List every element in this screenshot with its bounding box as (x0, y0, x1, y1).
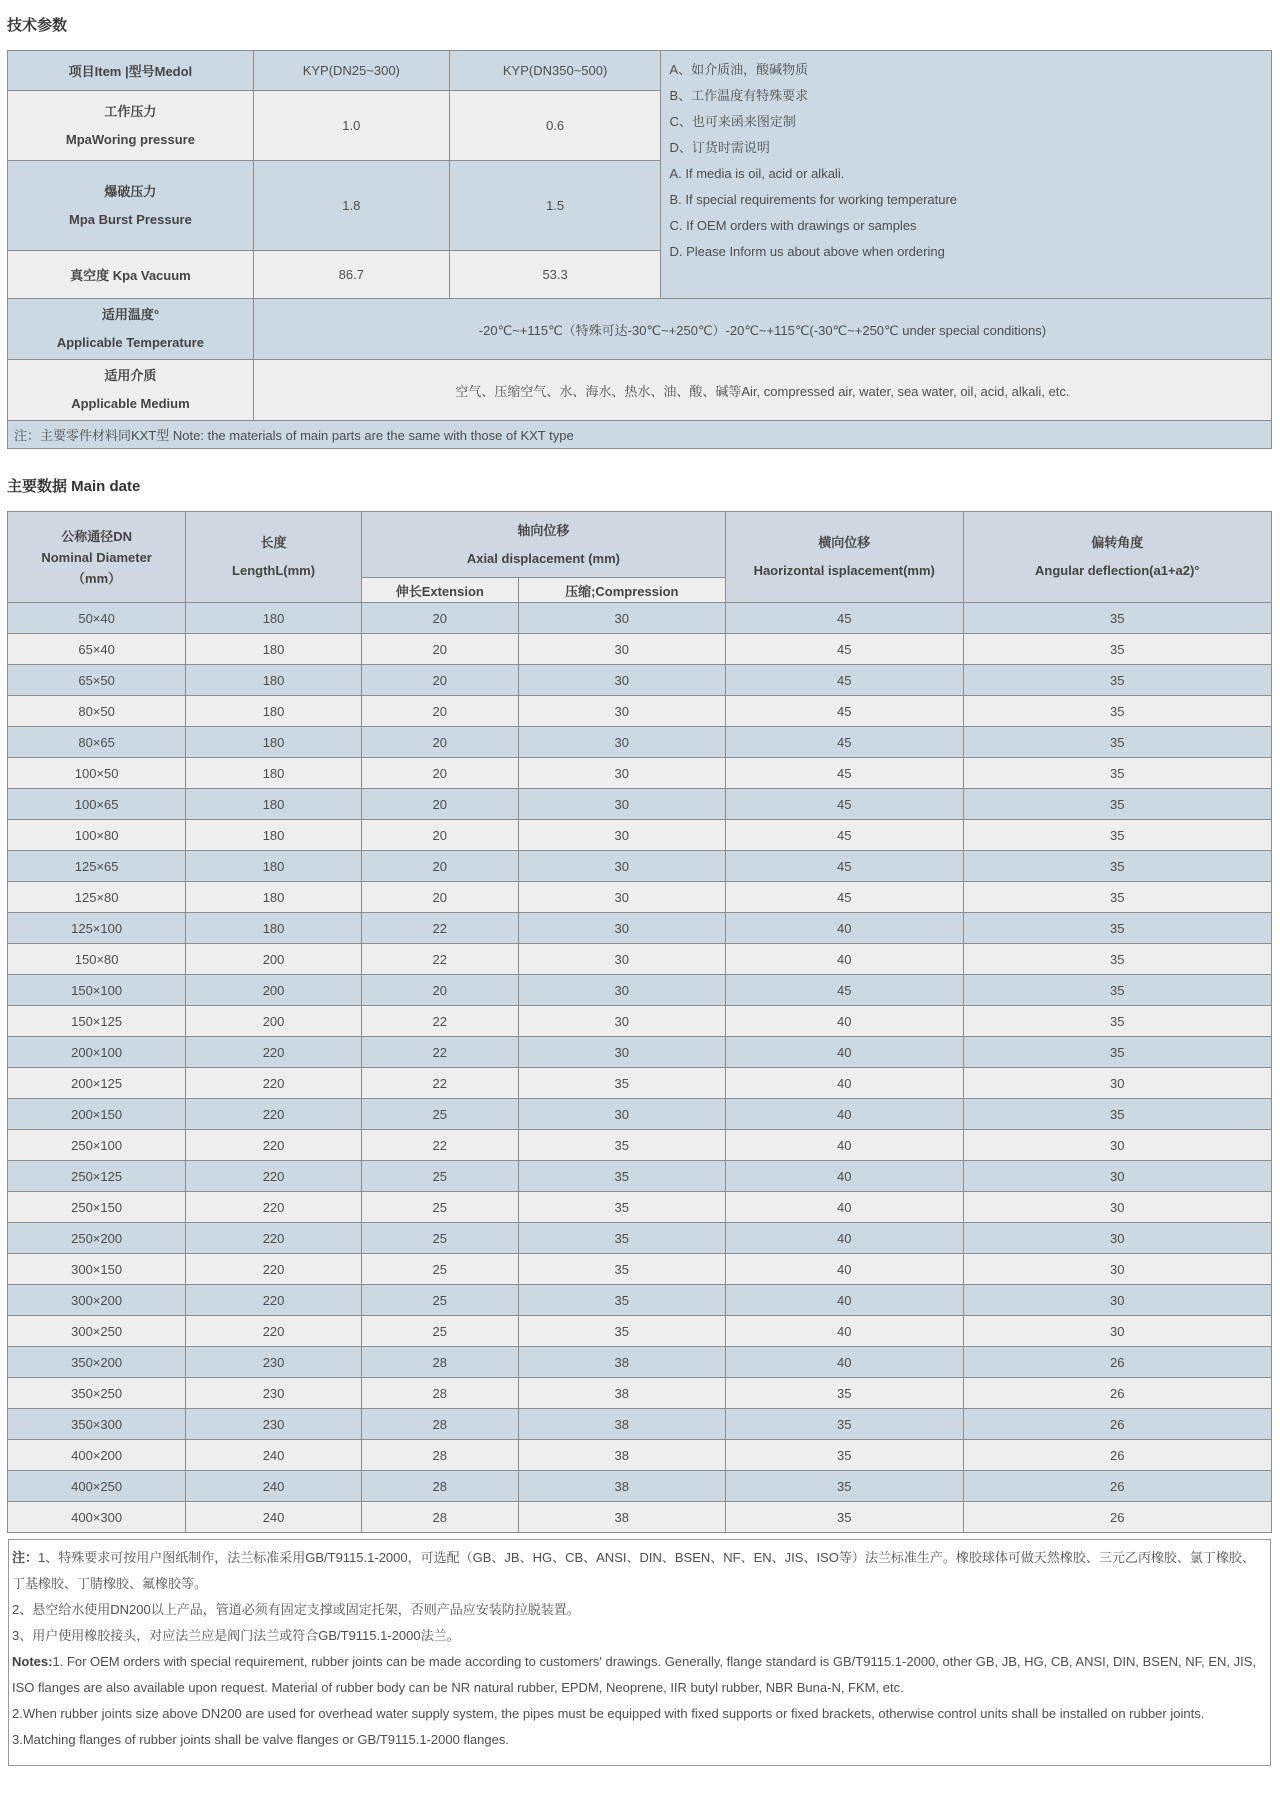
header-nominal-diameter-unit: （mm） (72, 570, 122, 586)
burst-pressure-value-1: 1.8 (253, 161, 449, 251)
table-row (8, 1440, 1272, 1471)
table-cell: 20 (361, 603, 518, 634)
table-cell: 38 (518, 1347, 725, 1378)
table-cell: 220 (186, 1130, 362, 1161)
table-cell: 30 (963, 1285, 1271, 1316)
table-cell: 45 (725, 634, 963, 665)
header-length (186, 512, 362, 603)
table-cell: 40 (725, 1316, 963, 1347)
header-angular-deflection (963, 512, 1271, 603)
table-cell: 35 (518, 1285, 725, 1316)
table-cell: 125×65 (8, 851, 186, 882)
table-cell: 30 (963, 1161, 1271, 1192)
header-nominal-diameter-cn: 公称通径DN (61, 528, 132, 544)
table-cell: 180 (186, 665, 362, 696)
table-cell: 28 (361, 1502, 518, 1533)
table-cell: 35 (518, 1192, 725, 1223)
table-cell: 35 (963, 944, 1271, 975)
table-cell: 25 (361, 1192, 518, 1223)
main-header-row-1 (8, 512, 1272, 578)
table-cell: 28 (361, 1378, 518, 1409)
table-cell: 38 (518, 1378, 725, 1409)
table-cell: 38 (518, 1502, 725, 1533)
table-cell: 30 (963, 1223, 1271, 1254)
table-cell: 300×250 (8, 1316, 186, 1347)
header-compression: 压缩;Compression (518, 578, 725, 603)
table-cell: 240 (186, 1471, 362, 1502)
table-cell: 200×125 (8, 1068, 186, 1099)
table-cell: 30 (518, 758, 725, 789)
table-row (8, 1161, 1272, 1192)
table-cell: 150×125 (8, 1006, 186, 1037)
bottom-notes-cn-lead: 注： (12, 1550, 39, 1565)
table-cell: 25 (361, 1223, 518, 1254)
table-cell: 35 (518, 1161, 725, 1192)
table-cell: 180 (186, 727, 362, 758)
table-cell: 250×200 (8, 1223, 186, 1254)
table-cell: 25 (361, 1254, 518, 1285)
table-cell: 22 (361, 913, 518, 944)
table-cell: 22 (361, 1130, 518, 1161)
table-cell: 22 (361, 1037, 518, 1068)
side-note-line: A、如介质油，酸碱物质 (669, 62, 809, 77)
table-cell: 40 (725, 913, 963, 944)
table-cell: 180 (186, 634, 362, 665)
tech-header-model-1: KYP(DN25~300) (253, 51, 449, 91)
table-cell: 240 (186, 1502, 362, 1533)
main-table-body (8, 603, 1272, 1533)
table-cell: 100×65 (8, 789, 186, 820)
table-cell: 350×300 (8, 1409, 186, 1440)
table-cell: 35 (963, 975, 1271, 1006)
burst-pressure-label (8, 161, 254, 251)
page-content (0, 14, 1280, 1766)
table-row (8, 1130, 1272, 1161)
working-pressure-label-en: MpaWoring pressure (65, 131, 195, 147)
table-cell: 35 (963, 913, 1271, 944)
table-cell: 30 (518, 975, 725, 1006)
table-cell: 35 (963, 603, 1271, 634)
table-cell: 220 (186, 1254, 362, 1285)
table-row (8, 1006, 1272, 1037)
table-cell: 45 (725, 665, 963, 696)
table-cell: 400×250 (8, 1471, 186, 1502)
table-cell: 22 (361, 944, 518, 975)
table-cell: 35 (518, 1254, 725, 1285)
table-cell: 45 (725, 727, 963, 758)
table-row (8, 789, 1272, 820)
tech-header-item: 项目Item |型号Medol (8, 51, 254, 91)
table-cell: 40 (725, 1037, 963, 1068)
table-cell: 38 (518, 1471, 725, 1502)
table-cell: 200×150 (8, 1099, 186, 1130)
header-axial-displacement-cn: 轴向位移 (517, 522, 570, 538)
table-cell: 30 (963, 1192, 1271, 1223)
header-angular-deflection-en: Angular deflection(a1+a2)° (1035, 563, 1200, 578)
table-cell: 26 (963, 1409, 1271, 1440)
header-nominal-diameter (8, 512, 186, 603)
tech-header-row (8, 51, 1272, 91)
section-title-tech-params: 技术参数 (7, 17, 68, 34)
table-cell: 30 (518, 665, 725, 696)
table-row (8, 1502, 1272, 1533)
table-cell: 300×200 (8, 1285, 186, 1316)
table-cell: 250×125 (8, 1161, 186, 1192)
table-cell: 30 (518, 1099, 725, 1130)
table-cell: 20 (361, 665, 518, 696)
working-pressure-label (8, 91, 254, 161)
table-cell: 22 (361, 1068, 518, 1099)
table-cell: 20 (361, 851, 518, 882)
table-row (8, 727, 1272, 758)
table-cell: 26 (963, 1502, 1271, 1533)
section-title-main-data: 主要数据 Main date (7, 478, 141, 495)
table-cell: 400×300 (8, 1502, 186, 1533)
table-cell: 35 (963, 851, 1271, 882)
table-cell: 30 (963, 1254, 1271, 1285)
table-cell: 200 (186, 1006, 362, 1037)
tech-params-table (7, 50, 1272, 449)
table-cell: 45 (725, 696, 963, 727)
table-row (8, 975, 1272, 1006)
table-cell: 26 (963, 1471, 1271, 1502)
bottom-note-line-en: 3.Matching flanges of rubber joints shall be valve flanges or GB/T9115.1-2000 flanges. (12, 1732, 509, 1747)
table-cell: 26 (963, 1347, 1271, 1378)
table-cell: 20 (361, 789, 518, 820)
table-cell: 35 (518, 1316, 725, 1347)
header-horizontal-displacement (725, 512, 963, 603)
table-cell: 240 (186, 1440, 362, 1471)
table-cell: 150×80 (8, 944, 186, 975)
table-cell: 150×100 (8, 975, 186, 1006)
table-cell: 40 (725, 1254, 963, 1285)
burst-pressure-label-en: Mpa Burst Pressure (69, 211, 192, 227)
bottom-note-line-cn: 2、悬空给水使用DN200以上产品，管道必须有固定支撑或固定托架，否则产品应安装防拉脱装置。 (12, 1602, 580, 1617)
temperature-label-en: Applicable Temperature (56, 335, 204, 350)
table-cell: 20 (361, 882, 518, 913)
table-cell: 26 (963, 1378, 1271, 1409)
table-cell: 35 (963, 820, 1271, 851)
table-cell: 100×50 (8, 758, 186, 789)
table-cell: 35 (518, 1223, 725, 1254)
bottom-note-line-en: Notes:1. For OEM orders with special requirement, rubber joints can be made according to customers' drawings. Generally, flange standard is GB/T9115.1-2000, other GB, JB, HG, CB, ANSI, DIN, BSEN, NF, EN, JIS, ISO flanges are also available upon request. Material of rubber body can be NR natural rubber, EPDM, Neoprene, IIR butyl rubber, NBR Buna-N, FKM, etc. (12, 1654, 1257, 1695)
table-cell: 30 (518, 696, 725, 727)
table-row (8, 1099, 1272, 1130)
table-cell: 30 (518, 882, 725, 913)
temperature-value: -20℃~+115℃（特殊可达-30℃~+250℃）-20℃~+115℃(-30℃~+250℃ under special conditions) (253, 299, 1271, 360)
side-note-line: A. If media is oil, acid or alkali. (669, 166, 845, 181)
header-length-en: LengthL(mm) (232, 563, 316, 578)
table-cell: 180 (186, 851, 362, 882)
table-row (8, 1068, 1272, 1099)
table-cell: 45 (725, 820, 963, 851)
table-row (8, 758, 1272, 789)
table-cell: 100×80 (8, 820, 186, 851)
table-cell: 350×250 (8, 1378, 186, 1409)
table-cell: 200 (186, 944, 362, 975)
bottom-note-line-cn: 3、用户使用橡胶接头，对应法兰应是阀门法兰或符合GB/T9115.1-2000法兰。 (12, 1628, 460, 1643)
table-cell: 180 (186, 913, 362, 944)
table-cell: 220 (186, 1285, 362, 1316)
table-cell: 250×150 (8, 1192, 186, 1223)
table-cell: 230 (186, 1378, 362, 1409)
table-cell: 200 (186, 975, 362, 1006)
table-cell: 35 (963, 789, 1271, 820)
table-cell: 35 (963, 727, 1271, 758)
table-row (8, 634, 1272, 665)
table-cell: 20 (361, 696, 518, 727)
table-cell: 45 (725, 851, 963, 882)
table-cell: 80×65 (8, 727, 186, 758)
tech-footer-note: 注：主要零件材料同KXT型 Note: the materials of main parts are the same with those of KXT type (8, 421, 1272, 449)
table-cell: 250×100 (8, 1130, 186, 1161)
medium-label-en: Applicable Medium (71, 396, 190, 411)
table-row (8, 1471, 1272, 1502)
table-cell: 35 (725, 1440, 963, 1471)
table-cell: 180 (186, 758, 362, 789)
table-cell: 22 (361, 1006, 518, 1037)
table-cell: 35 (963, 1037, 1271, 1068)
table-cell: 25 (361, 1161, 518, 1192)
side-notes-cell (661, 51, 1272, 299)
table-cell: 125×100 (8, 913, 186, 944)
table-row (8, 696, 1272, 727)
table-cell: 30 (518, 603, 725, 634)
table-cell: 35 (963, 758, 1271, 789)
header-nominal-diameter-en: Nominal Diameter (41, 549, 152, 565)
table-cell: 35 (518, 1130, 725, 1161)
table-cell: 35 (963, 634, 1271, 665)
header-length-cn: 长度 (260, 535, 287, 550)
table-cell: 180 (186, 603, 362, 634)
table-cell: 25 (361, 1099, 518, 1130)
table-cell: 50×40 (8, 603, 186, 634)
table-cell: 35 (725, 1502, 963, 1533)
table-cell: 220 (186, 1037, 362, 1068)
vacuum-label: 真空度 Kpa Vacuum (8, 251, 254, 299)
table-cell: 30 (518, 634, 725, 665)
header-angular-deflection-cn: 偏转角度 (1091, 535, 1144, 550)
table-row (8, 944, 1272, 975)
table-cell: 40 (725, 1192, 963, 1223)
table-cell: 30 (963, 1068, 1271, 1099)
table-cell: 220 (186, 1192, 362, 1223)
table-cell: 230 (186, 1347, 362, 1378)
table-cell: 65×50 (8, 665, 186, 696)
table-cell: 25 (361, 1316, 518, 1347)
table-cell: 20 (361, 727, 518, 758)
table-cell: 35 (725, 1471, 963, 1502)
medium-label (8, 360, 254, 421)
table-cell: 40 (725, 944, 963, 975)
table-cell: 200×100 (8, 1037, 186, 1068)
vacuum-value-1: 86.7 (253, 251, 449, 299)
table-row (8, 1378, 1272, 1409)
table-cell: 40 (725, 1068, 963, 1099)
table-cell: 40 (725, 1285, 963, 1316)
table-row (8, 665, 1272, 696)
table-cell: 28 (361, 1440, 518, 1471)
table-cell: 30 (963, 1316, 1271, 1347)
table-cell: 125×80 (8, 882, 186, 913)
table-cell: 400×200 (8, 1440, 186, 1471)
table-cell: 35 (963, 882, 1271, 913)
table-cell: 30 (518, 1037, 725, 1068)
table-cell: 180 (186, 882, 362, 913)
table-cell: 40 (725, 1130, 963, 1161)
table-cell: 230 (186, 1409, 362, 1440)
table-cell: 220 (186, 1099, 362, 1130)
working-pressure-value-1: 1.0 (253, 91, 449, 161)
table-cell: 220 (186, 1161, 362, 1192)
table-cell: 28 (361, 1347, 518, 1378)
table-cell: 40 (725, 1223, 963, 1254)
table-cell: 45 (725, 758, 963, 789)
table-cell: 45 (725, 975, 963, 1006)
table-cell: 220 (186, 1223, 362, 1254)
bottom-notes (8, 1539, 1271, 1766)
table-row (8, 882, 1272, 913)
table-row (8, 1347, 1272, 1378)
table-cell: 350×200 (8, 1347, 186, 1378)
burst-pressure-label-cn: 爆破压力 (104, 183, 157, 199)
table-cell: 180 (186, 820, 362, 851)
table-cell: 30 (518, 789, 725, 820)
table-cell: 30 (518, 944, 725, 975)
table-cell: 35 (725, 1378, 963, 1409)
table-cell: 28 (361, 1409, 518, 1440)
table-cell: 30 (518, 913, 725, 944)
table-cell: 26 (963, 1440, 1271, 1471)
side-note-line: C、也可来函来图定制 (669, 114, 796, 129)
working-pressure-label-cn: 工作压力 (104, 103, 157, 119)
side-note-line: B. If special requirements for working temperature (669, 192, 958, 207)
table-row (8, 1254, 1272, 1285)
table-row (8, 851, 1272, 882)
table-row (8, 1409, 1272, 1440)
table-cell: 45 (725, 603, 963, 634)
side-note-line: B、工作温度有特殊要求 (669, 88, 809, 103)
header-axial-displacement (361, 512, 725, 578)
table-row (8, 1037, 1272, 1068)
header-extension: 伸长Extension (361, 578, 518, 603)
header-horizontal-displacement-en: Haorizontal isplacement(mm) (753, 563, 935, 578)
table-cell: 30 (518, 727, 725, 758)
table-cell: 45 (725, 789, 963, 820)
table-cell: 300×150 (8, 1254, 186, 1285)
table-cell: 30 (518, 820, 725, 851)
table-cell: 45 (725, 882, 963, 913)
tech-header-model-2: KYP(DN350~500) (449, 51, 661, 91)
table-cell: 30 (518, 1006, 725, 1037)
bottom-note-line-cn: 注：1、特殊要求可按用户图纸制作，法兰标准采用GB/T9115.1-2000，可选配（GB、JB、HG、CB、ANSI、DIN、BSEN、NF、EN、JIS、ISO等）法兰标准生产。橡胶球体可做天然橡胶、三元乙丙橡胶、氯丁橡胶、丁基橡胶、丁腈橡胶、氟橡胶等。 (12, 1550, 1255, 1591)
table-cell: 40 (725, 1347, 963, 1378)
table-cell: 220 (186, 1316, 362, 1347)
table-cell: 180 (186, 789, 362, 820)
temperature-label-cn: 适用温度° (101, 307, 160, 322)
table-cell: 30 (518, 851, 725, 882)
tech-footer-note-row (8, 421, 1272, 449)
medium-row (8, 360, 1272, 421)
table-row (8, 913, 1272, 944)
table-cell: 40 (725, 1006, 963, 1037)
bottom-notes-en-lead: Notes: (12, 1654, 53, 1669)
bottom-note-line-en: 2.When rubber joints size above DN200 are used for overhead water supply system, the pipes must be equipped with fixed supports or fixed brackets, otherwise control units shall be installed on rubber joints. (12, 1706, 1205, 1721)
table-cell: 35 (518, 1068, 725, 1099)
table-cell: 20 (361, 975, 518, 1006)
table-row (8, 820, 1272, 851)
table-cell: 20 (361, 634, 518, 665)
vacuum-value-2: 53.3 (449, 251, 661, 299)
table-cell: 35 (963, 1099, 1271, 1130)
side-note-line: C. If OEM orders with drawings or samples (669, 218, 917, 233)
header-axial-displacement-en: Axial displacement (mm) (466, 550, 620, 566)
table-cell: 180 (186, 696, 362, 727)
main-data-table (7, 511, 1272, 1533)
table-cell: 38 (518, 1440, 725, 1471)
table-row (8, 1192, 1272, 1223)
table-row (8, 1223, 1272, 1254)
table-cell: 38 (518, 1409, 725, 1440)
side-note-line: D、订货时需说明 (669, 140, 770, 155)
table-cell: 25 (361, 1285, 518, 1316)
table-cell: 35 (963, 665, 1271, 696)
table-cell: 35 (963, 1006, 1271, 1037)
side-note-line: D. Please Inform us about above when ordering (669, 244, 945, 259)
table-cell: 20 (361, 758, 518, 789)
table-cell: 40 (725, 1099, 963, 1130)
table-cell: 28 (361, 1471, 518, 1502)
table-cell: 40 (725, 1161, 963, 1192)
table-row (8, 1285, 1272, 1316)
table-cell: 35 (963, 696, 1271, 727)
table-cell: 80×50 (8, 696, 186, 727)
table-cell: 220 (186, 1068, 362, 1099)
table-cell: 35 (725, 1409, 963, 1440)
temperature-label (8, 299, 254, 360)
table-cell: 30 (963, 1130, 1271, 1161)
burst-pressure-value-2: 1.5 (449, 161, 661, 251)
table-cell: 65×40 (8, 634, 186, 665)
temperature-row (8, 299, 1272, 360)
medium-label-cn: 适用介质 (104, 368, 157, 383)
medium-value: 空气、压缩空气、水、海水、热水、油、酸、碱等Air, compressed air, water, sea water, oil, acid, alkali, etc. (253, 360, 1271, 421)
table-cell: 20 (361, 820, 518, 851)
table-row (8, 603, 1272, 634)
working-pressure-value-2: 0.6 (449, 91, 661, 161)
header-horizontal-displacement-cn: 横向位移 (818, 535, 871, 550)
table-row (8, 1316, 1272, 1347)
